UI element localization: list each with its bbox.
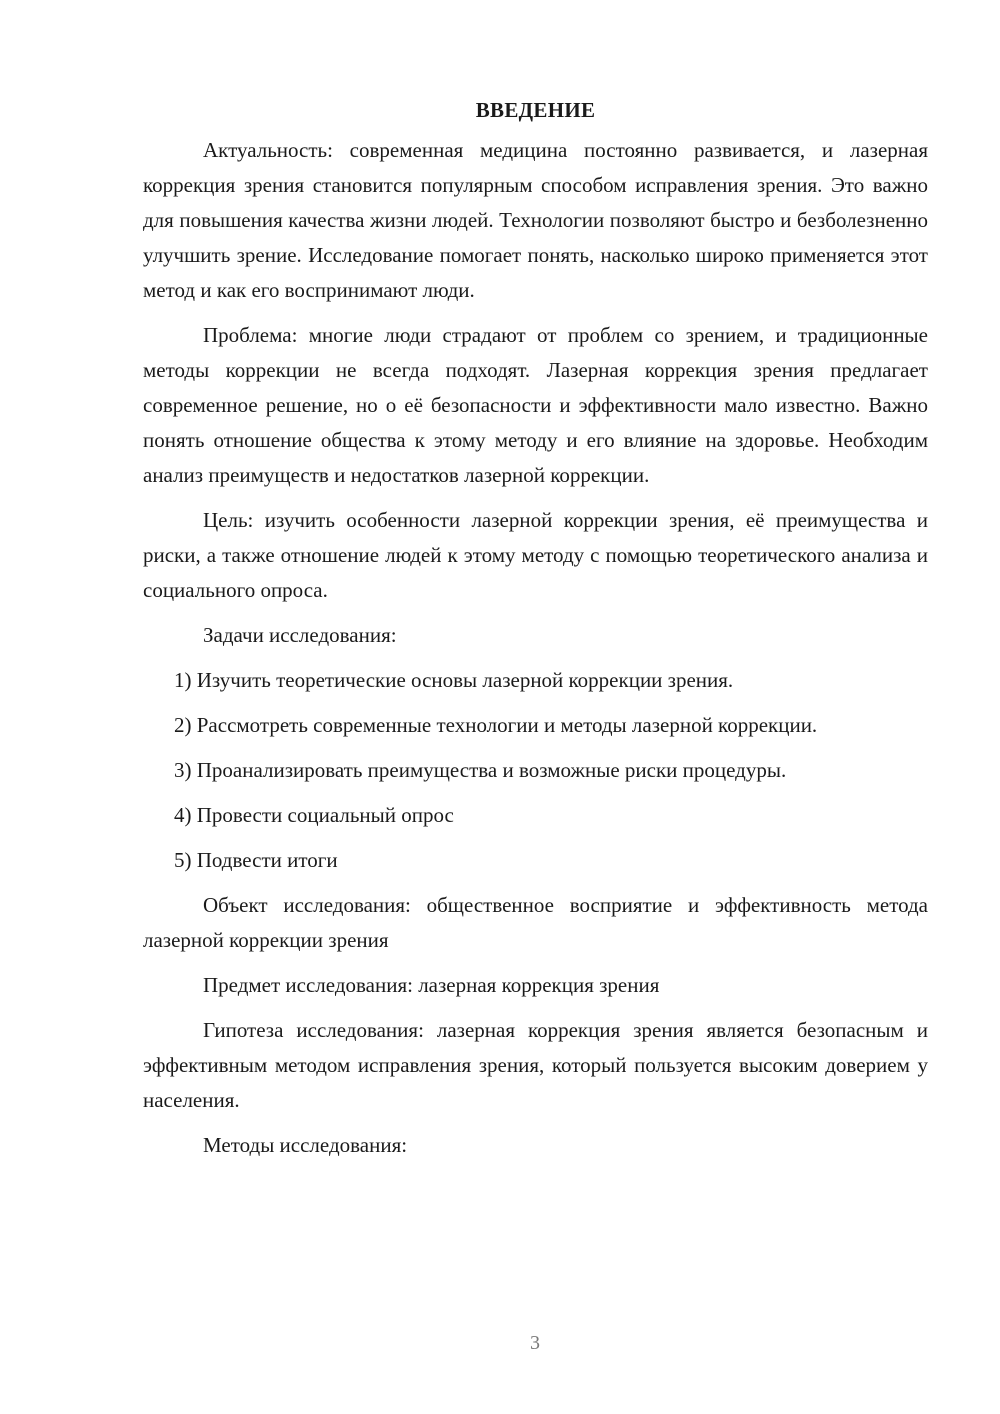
paragraph-problem: Проблема: многие люди страдают от проблем со зрением, и традиционные методы коррекции не всегда подходят. Лазерная коррекция зрения предлагает современное решение, но о её безопасности и эффективности мало известно. Важно понять отношение общества к этому методу и его влияние на здоровье. Необходим анализ преимуществ и недостатков лазерной коррекции. [143, 323, 928, 487]
methods-heading: Методы исследования: [203, 1133, 408, 1157]
tasks-heading: Задачи исследования: [203, 623, 397, 647]
document-page [143, 92, 928, 1173]
task-item-2: 2) Рассмотреть современные технологии и методы лазерной коррекции. [174, 713, 818, 737]
task-item-1: 1) Изучить теоретические основы лазерной коррекции зрения. [174, 668, 734, 692]
task-item-4: 4) Провести социальный опрос [174, 803, 454, 827]
paragraph-hypothesis: Гипотеза исследования: лазерная коррекция зрения является безопасным и эффективным методом исправления зрения, который пользуется высоким доверием у населения. [143, 1018, 928, 1112]
task-item-3: 3) Проанализировать преимущества и возможные риски процедуры. [174, 758, 787, 782]
paragraph-goal: Цель: изучить особенности лазерной коррекции зрения, её преимущества и риски, а также отношение людей к этому методу с помощью теоретического анализа и социального опроса. [143, 508, 928, 602]
task-item-5: 5) Подвести итоги [174, 848, 338, 872]
page-number: 3 [530, 1332, 540, 1354]
section-title: ВВЕДЕНИЕ [475, 98, 596, 122]
paragraph-object: Объект исследования: общественное восприятие и эффективность метода лазерной коррекции зрения [143, 893, 928, 952]
paragraph-relevance: Актуальность: современная медицина постоянно развивается, и лазерная коррекция зрения становится популярным способом исправления зрения. Это важно для повышения качества жизни людей. Технологии позволяют быстро и безболезненно улучшить зрение. Исследование помогает понять, насколько широко применяется этот метод и как его воспринимают люди. [143, 138, 928, 302]
paragraph-subject: Предмет исследования: лазерная коррекция зрения [203, 973, 660, 997]
